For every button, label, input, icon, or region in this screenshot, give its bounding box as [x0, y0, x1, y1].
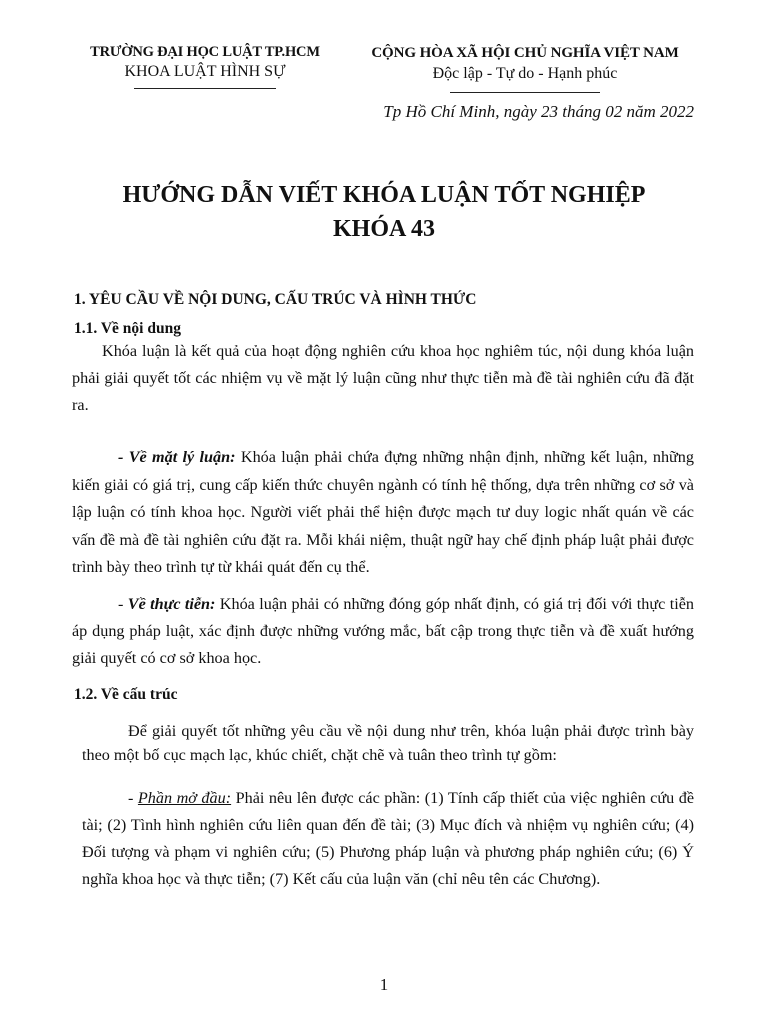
national-name: CỘNG HÒA XÃ HỘI CHỦ NGHĨA VIỆT NAM — [371, 45, 679, 61]
issuer-block — [60, 42, 350, 89]
theory-paragraph — [72, 444, 694, 582]
document-date: Tp Hồ Chí Minh, ngày 23 tháng 02 năm 2022 — [383, 102, 694, 121]
national-motto: Độc lập - Tự do - Hạnh phúc — [432, 65, 618, 82]
title-line-1: HƯỚNG DẪN VIẾT KHÓA LUẬN TỐT NGHIỆP — [122, 182, 646, 208]
practice-paragraph — [72, 591, 694, 672]
motto-underline — [450, 92, 600, 93]
content-intro-paragraph: Khóa luận là kết quả của hoạt động nghiên cứu khoa học nghiêm túc, nội dung khóa luận phải giải quyết tốt các nhiệm vụ về mặt lý luận cũng như thực tiễn mà đề tài nghiên cứu đã đặt ra. — [72, 342, 694, 414]
section-1-1-heading: 1.1. Về nội dung — [74, 320, 181, 337]
opening-lead: Phần mở đầu: — [137, 789, 232, 807]
structure-intro-paragraph: Để giải quyết tốt những yêu cầu về nội dung như trên, khóa luận phải được trình bày theo một bố cục mạch lạc, khúc chiết, chặt chẽ và tuân theo trình tự gồm: — [82, 722, 694, 764]
opening-text: Phải nêu lên được các phần: (1) Tính cấp thiết của việc nghiên cứu đề tài; (2) Tình hình nghiên cứu liên quan đến đề tài; (3) Mục đích và nhiệm vụ nghiên cứu; (4) Đối tượng và phạm vi nghiên cứu; (5) Phương pháp luận và phương pháp nghiên cứu; (6) Ý nghĩa khoa học và thực tiễn; (7) Kết cấu của luận văn (chỉ nêu tên các Chương). — [82, 789, 695, 888]
section-1-heading: 1. YÊU CẦU VỀ NỘI DUNG, CẤU TRÚC VÀ HÌNH THỨC — [74, 291, 477, 308]
school-name: TRƯỜNG ĐẠI HỌC LUẬT TP.HCM — [90, 44, 320, 60]
theory-lead: - Về mặt lý luận: — [118, 448, 236, 466]
practice-lead: Về thực tiễn: — [127, 595, 216, 613]
practice-dash: - — [118, 595, 128, 613]
practice-text: Khóa luận phải có những đóng góp nhất định, có giá trị đối với thực tiễn áp dụng pháp luật, xác định được những vướng mắc, bất cập trong thực tiễn và đề xuất hướng giải quyết có cơ sở khoa học. — [72, 595, 694, 667]
theory-text: Khóa luận phải chứa đựng những nhận định, những kết luận, những kiến giải có giá trị, cung cấp kiến thức chuyên ngành có tính hệ thống, dựa trên những cơ sở và lập luận có tính khoa học. Người viết phải thể hiện được mạch tư duy logic nhất quán về các vấn đề mà đề tài nghiên cứu đặt ra. Mỗi khái niệm, thuật ngữ hay chế định pháp luật phải được trình bày theo trình tự từ khái quát đến cụ thể. — [72, 448, 694, 576]
faculty-name: KHOA LUẬT HÌNH SỰ — [124, 63, 286, 80]
page-number: 1 — [379, 975, 389, 994]
national-heading — [350, 42, 700, 93]
issuer-underline — [134, 88, 276, 89]
title-line-2: KHÓA 43 — [332, 216, 435, 242]
document-title — [40, 178, 728, 246]
opening-part-paragraph — [82, 785, 694, 893]
section-1-2-heading: 1.2. Về cấu trúc — [74, 686, 178, 703]
opening-dash: - — [128, 789, 138, 807]
